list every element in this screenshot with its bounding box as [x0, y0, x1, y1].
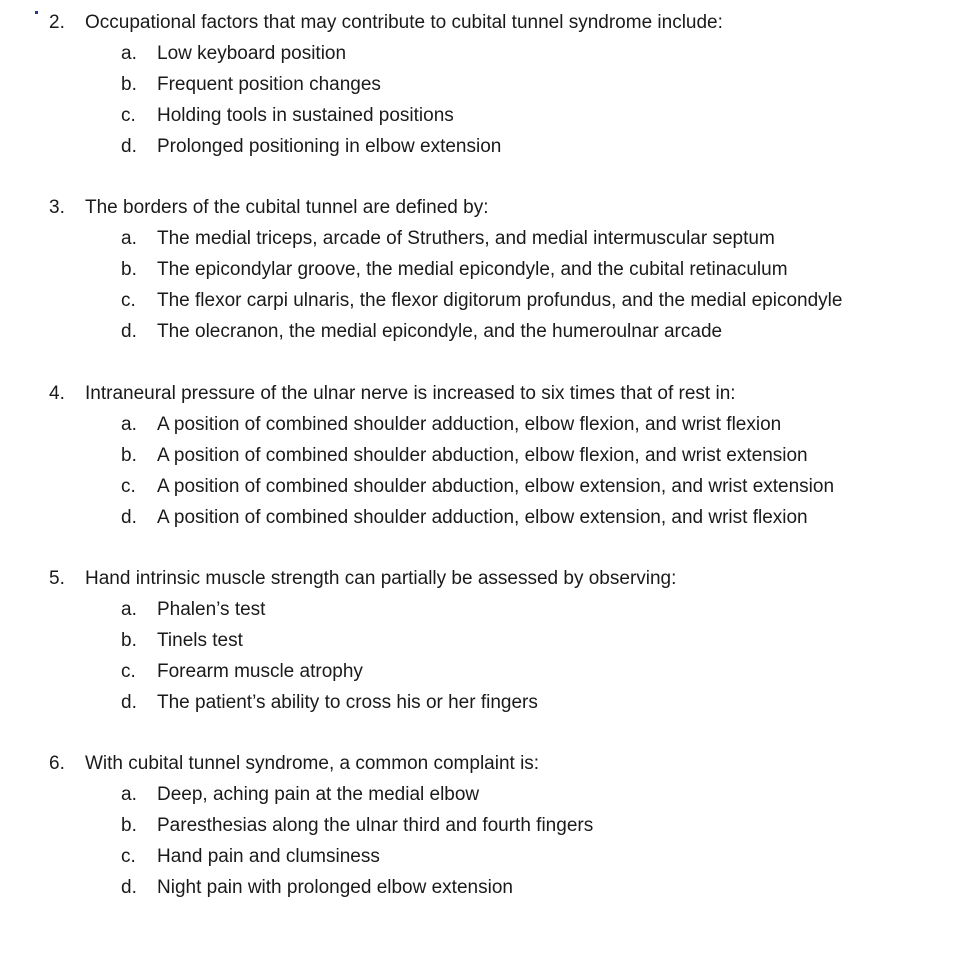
question-3 [49, 192, 949, 347]
answer-option-a [49, 779, 949, 810]
option-text: Prolonged positioning in elbow extension [157, 136, 502, 157]
option-letter: b. [121, 815, 137, 836]
question-number: 3. [49, 197, 65, 218]
option-text: The epicondylar groove, the medial epicondyle, and the cubital retinaculum [157, 259, 788, 280]
option-letter: b. [121, 259, 137, 280]
option-text: Deep, aching pain at the medial elbow [157, 784, 480, 805]
option-text: Tinels test [157, 630, 243, 651]
question-stem [49, 378, 949, 409]
question-stem [49, 563, 949, 594]
question-text: Hand intrinsic muscle strength can partially be assessed by observing: [85, 568, 677, 589]
question-text: Intraneural pressure of the ulnar nerve is increased to six times that of rest in: [85, 383, 736, 404]
option-text: Forearm muscle atrophy [157, 661, 363, 682]
stray-mark [35, 11, 38, 14]
option-text: Holding tools in sustained positions [157, 105, 454, 126]
option-letter: a. [121, 43, 137, 64]
question-stem [49, 7, 949, 38]
option-letter: d. [121, 321, 137, 342]
answer-option-d [49, 131, 949, 162]
option-text: A position of combined shoulder abduction, elbow extension, and wrist extension [157, 476, 835, 497]
option-text: The flexor carpi ulnaris, the flexor digitorum profundus, and the medial epicondyle [157, 290, 843, 311]
option-text: Low keyboard position [157, 43, 347, 64]
question-stem [49, 192, 949, 223]
option-letter: a. [121, 784, 137, 805]
answer-option-c [49, 656, 949, 687]
question-5 [49, 563, 949, 718]
option-text: Phalen’s test [157, 599, 266, 620]
option-text: The olecranon, the medial epicondyle, and the humeroulnar arcade [157, 321, 723, 342]
answer-option-a [49, 594, 949, 625]
answer-option-a [49, 223, 949, 254]
answer-option-d [49, 316, 949, 347]
answer-option-c [49, 285, 949, 316]
option-letter: a. [121, 414, 137, 435]
option-text: The medial triceps, arcade of Struthers, and medial intermuscular septum [157, 228, 775, 249]
answer-option-b [49, 625, 949, 656]
option-letter: d. [121, 692, 137, 713]
option-letter: a. [121, 228, 137, 249]
question-text: Occupational factors that may contribute to cubital tunnel syndrome include: [85, 12, 723, 33]
option-text: Night pain with prolonged elbow extension [157, 877, 513, 898]
answer-option-c [49, 841, 949, 872]
answer-option-d [49, 687, 949, 718]
answer-option-a [49, 38, 949, 69]
question-4 [49, 378, 949, 533]
question-stem [49, 748, 949, 779]
option-letter: d. [121, 136, 137, 157]
option-letter: c. [121, 290, 136, 311]
option-text: Paresthesias along the ulnar third and fourth fingers [157, 815, 594, 836]
answer-option-c [49, 471, 949, 502]
option-letter: b. [121, 630, 137, 651]
question-number: 2. [49, 12, 65, 33]
answer-option-b [49, 440, 949, 471]
answer-option-a [49, 409, 949, 440]
question-2 [49, 7, 949, 162]
answer-option-c [49, 100, 949, 131]
question-text: With cubital tunnel syndrome, a common complaint is: [85, 753, 540, 774]
option-letter: c. [121, 105, 136, 126]
option-letter: d. [121, 877, 137, 898]
answer-option-d [49, 502, 949, 533]
option-letter: d. [121, 507, 137, 528]
answer-option-d [49, 872, 949, 903]
option-text: Frequent position changes [157, 74, 381, 95]
option-text: A position of combined shoulder abduction, elbow flexion, and wrist extension [157, 445, 808, 466]
answer-option-b [49, 810, 949, 841]
option-letter: c. [121, 846, 136, 867]
question-6 [49, 748, 949, 903]
question-number: 4. [49, 383, 65, 404]
option-text: Hand pain and clumsiness [157, 846, 380, 867]
option-text: A position of combined shoulder adduction, elbow extension, and wrist flexion [157, 507, 808, 528]
option-letter: c. [121, 476, 136, 497]
option-letter: b. [121, 74, 137, 95]
option-letter: c. [121, 661, 136, 682]
option-text: A position of combined shoulder adduction, elbow flexion, and wrist flexion [157, 414, 782, 435]
question-number: 5. [49, 568, 65, 589]
question-text: The borders of the cubital tunnel are defined by: [85, 197, 489, 218]
answer-option-b [49, 69, 949, 100]
answer-option-b [49, 254, 949, 285]
option-letter: a. [121, 599, 137, 620]
question-number: 6. [49, 753, 65, 774]
option-text: The patient’s ability to cross his or her fingers [157, 692, 538, 713]
option-letter: b. [121, 445, 137, 466]
